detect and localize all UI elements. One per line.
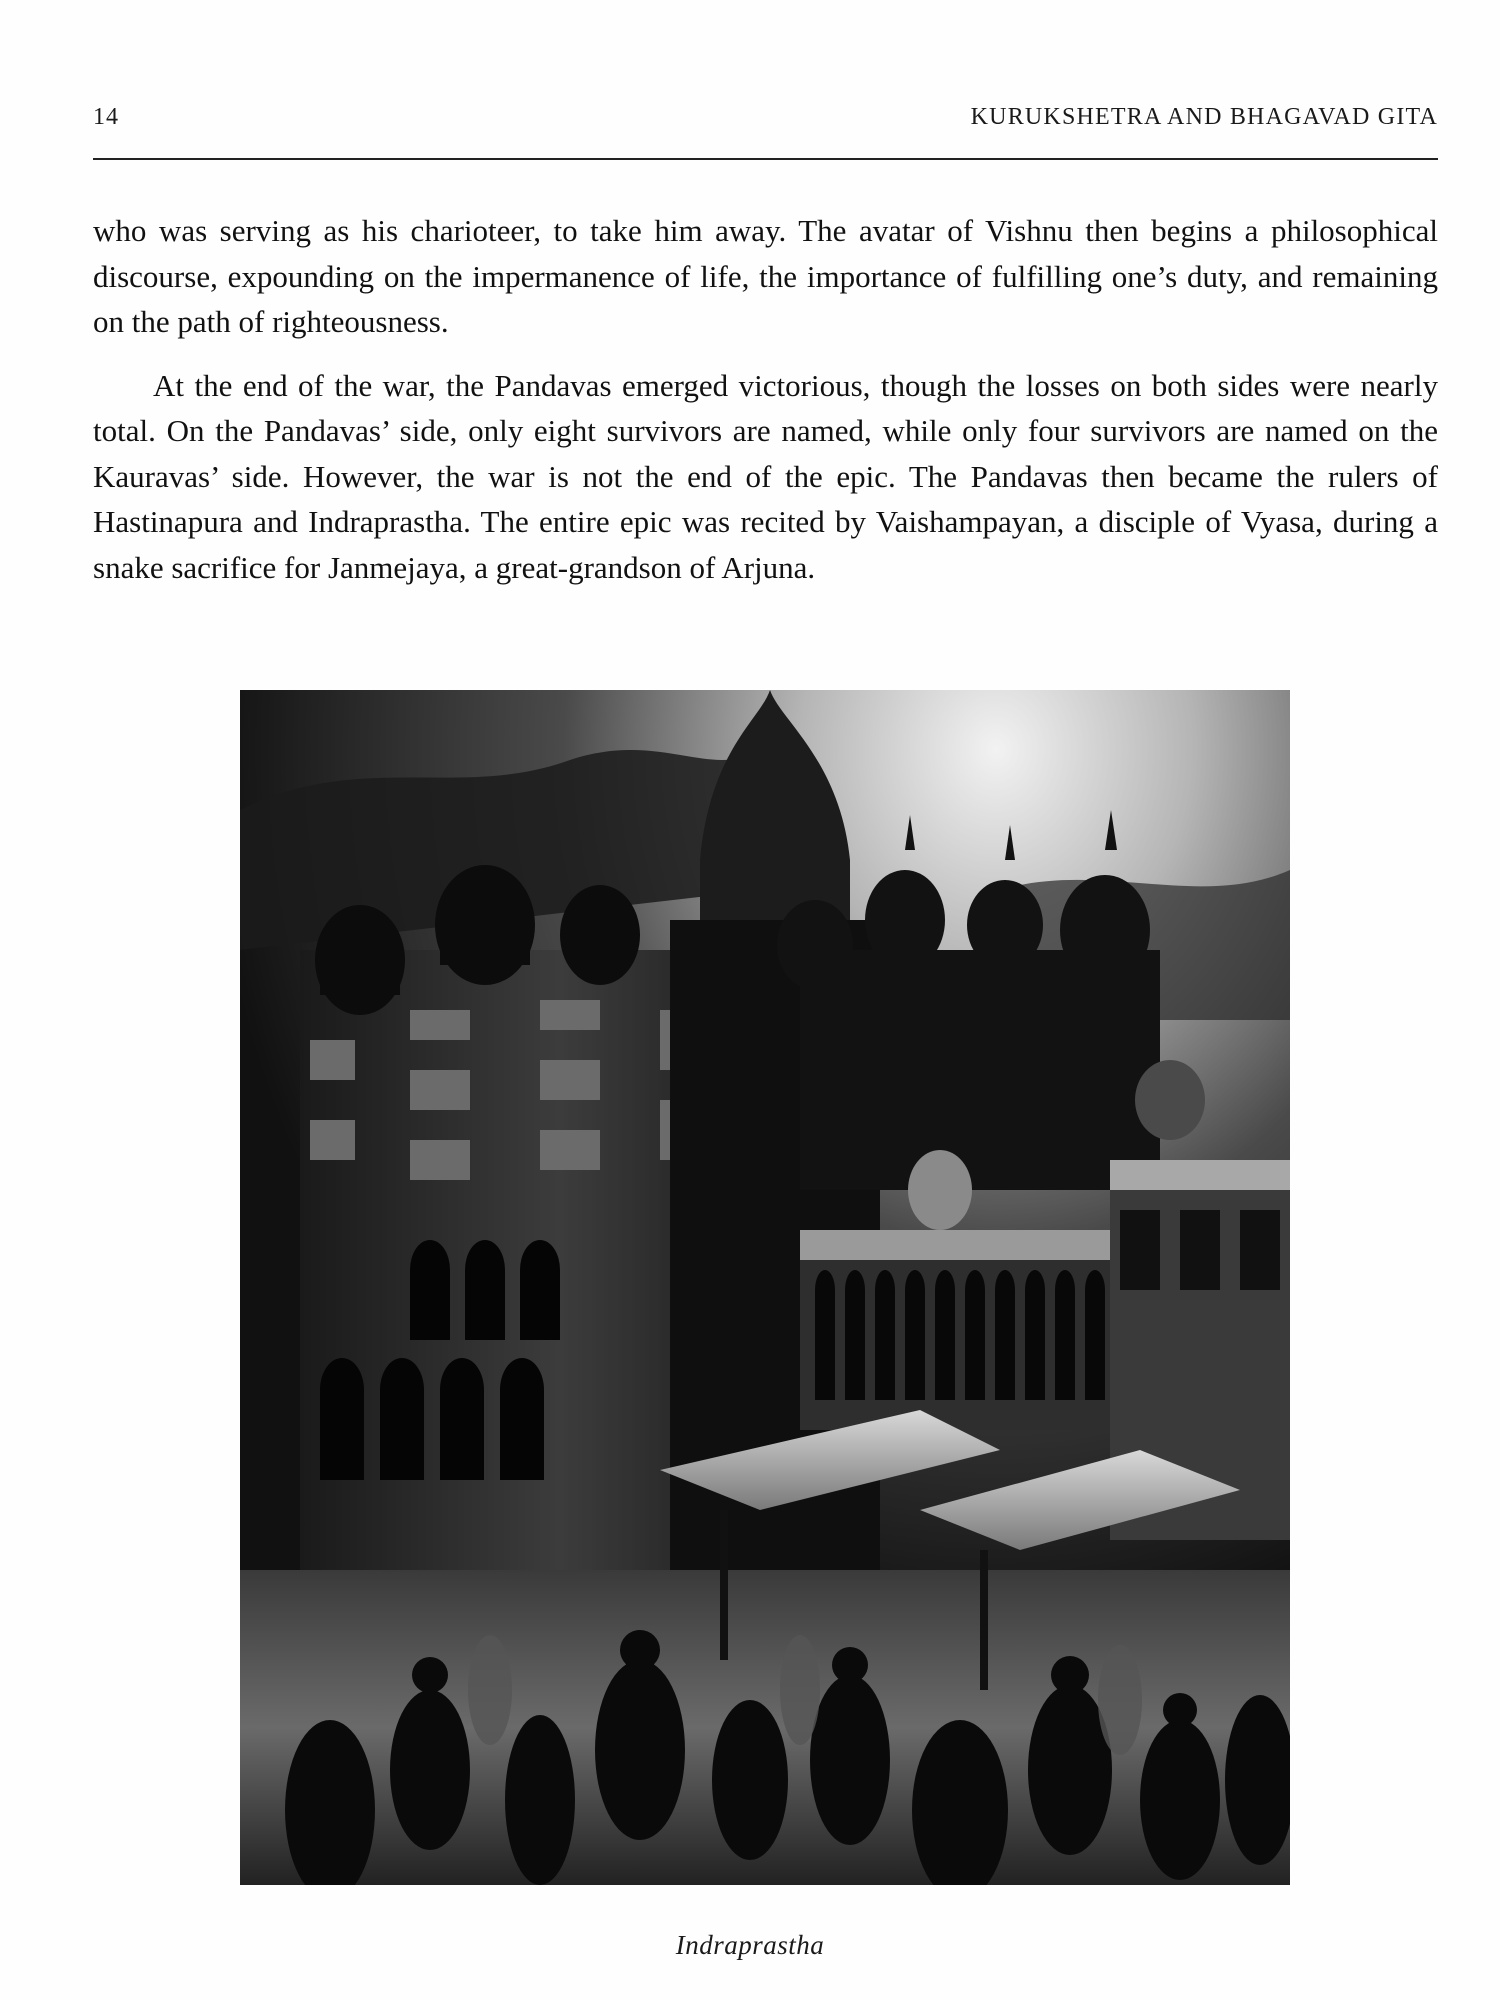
- figure-caption: Indraprastha: [675, 1930, 825, 1960]
- body-text: [93, 208, 1438, 590]
- indraprastha-illustration: [240, 690, 1290, 1885]
- running-header: [93, 100, 1438, 140]
- paragraph-2: At the end of the war, the Pandavas emerged victorious, though the losses on both sides were nearly total. On the Pandavas’ side, only eight survivors are named, while only four survivors are named on the Kauravas’ side. However, the war is not the end of the epic. The Pandavas then became the rulers of Hastinapura and Indraprastha. The entire epic was recited by Vaishampayan, a disciple of Vyasa, during a snake sacrifice for Janmejaya, a great-grandson of Arjuna.: [93, 367, 1438, 585]
- book-title: KURUKSHETRA AND BHAGAVAD GITA: [970, 104, 1438, 130]
- palace-scene-image: [240, 690, 1290, 1885]
- header-rule: [93, 158, 1438, 160]
- page-number: 14: [93, 104, 119, 130]
- paragraph-1: who was serving as his charioteer, to take him away. The avatar of Vishnu then begins a philosophical discourse, expounding on the impermanence of life, the importance of fulfilling one’s duty, and remaining on the path of righteousness.: [93, 213, 1438, 339]
